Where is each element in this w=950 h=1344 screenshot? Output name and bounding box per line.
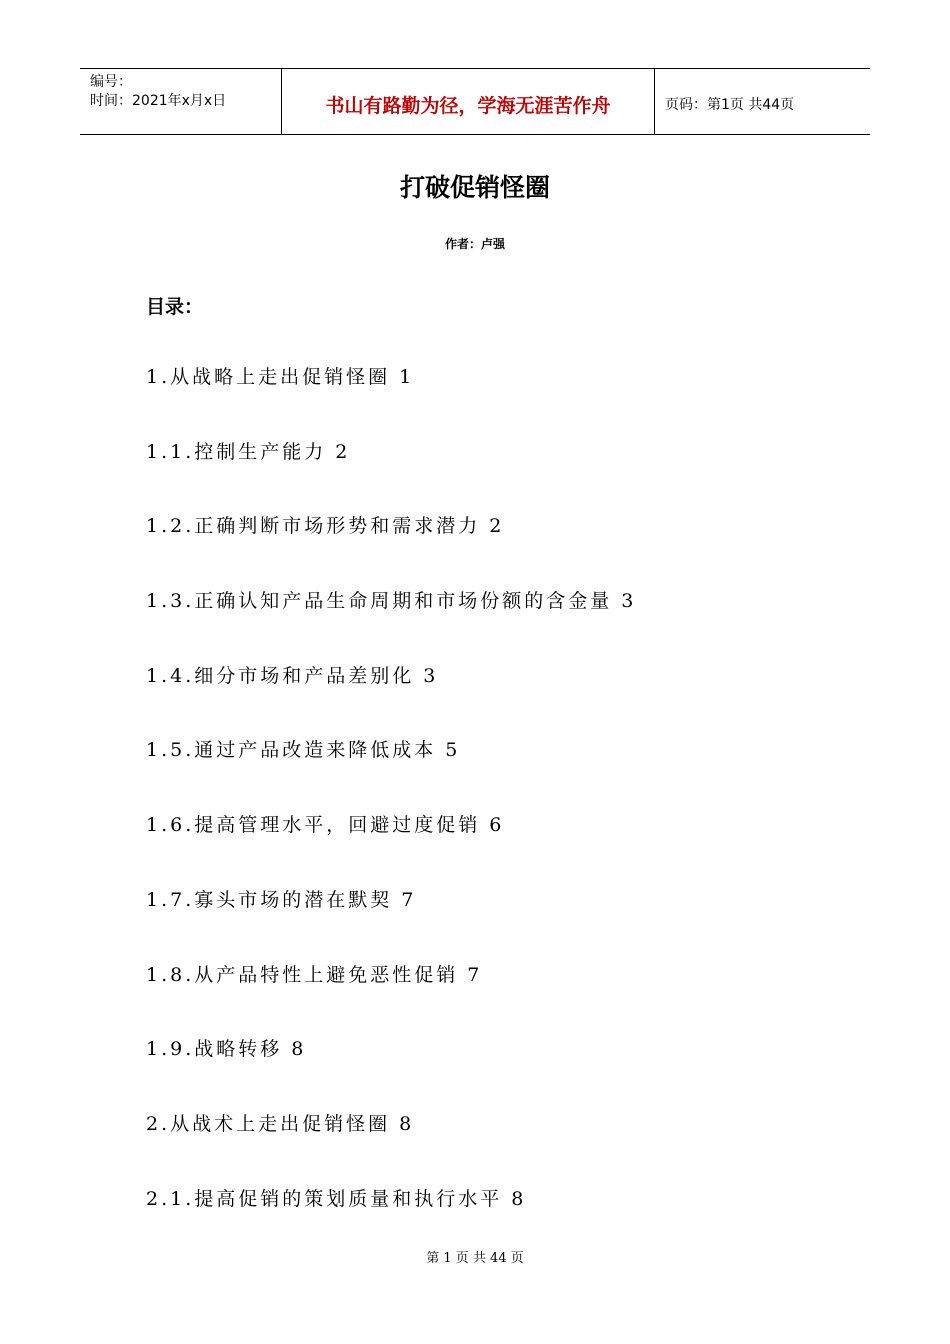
document-title: 打破促销怪圈 [399, 173, 550, 202]
toc-item[interactable]: 2.1.提高促销的策划质量和执行水平 8 [146, 1187, 527, 1210]
toc-item[interactable]: 1.2.正确判断市场形势和需求潜力 2 [146, 515, 505, 538]
toc-item[interactable]: 1.1.控制生产能力 2 [146, 440, 351, 463]
document-number-label: 编号： [90, 74, 132, 90]
page-header [80, 68, 870, 135]
document-author: 作者：卢强 [444, 237, 505, 251]
toc-item[interactable]: 1.6.提高管理水平，回避过度促销 6 [146, 814, 505, 837]
toc-heading: 目录： [146, 296, 204, 318]
toc-item[interactable]: 1.5.通过产品改造来降低成本 5 [146, 739, 461, 762]
toc-item[interactable]: 2.从战术上走出促销怪圈 8 [146, 1112, 415, 1135]
header-page-info: 页码：第1页 共44页 [665, 96, 795, 113]
document-date-label: 时间：2021年x月x日 [90, 93, 227, 109]
table-of-contents [146, 362, 636, 1258]
toc-item[interactable]: 1.8.从产品特性上避免恶性促销 7 [146, 963, 483, 986]
toc-item[interactable]: 1.7.寡头市场的潜在默契 7 [146, 888, 417, 911]
toc-item[interactable]: 1.从战略上走出促销怪圈 1 [146, 366, 415, 388]
header-motto: 书山有路勤为径，学海无涯苦作舟 [281, 69, 655, 134]
page-footer: 第 1 页 共 44 页 [426, 1251, 524, 1266]
toc-item[interactable]: 1.9.战略转移 8 [146, 1038, 307, 1061]
toc-item[interactable]: 1.3.正确认知产品生命周期和市场份额的含金量 3 [146, 590, 637, 613]
toc-item[interactable]: 1.4.细分市场和产品差别化 3 [146, 664, 439, 687]
header-meta-cell [80, 69, 281, 134]
